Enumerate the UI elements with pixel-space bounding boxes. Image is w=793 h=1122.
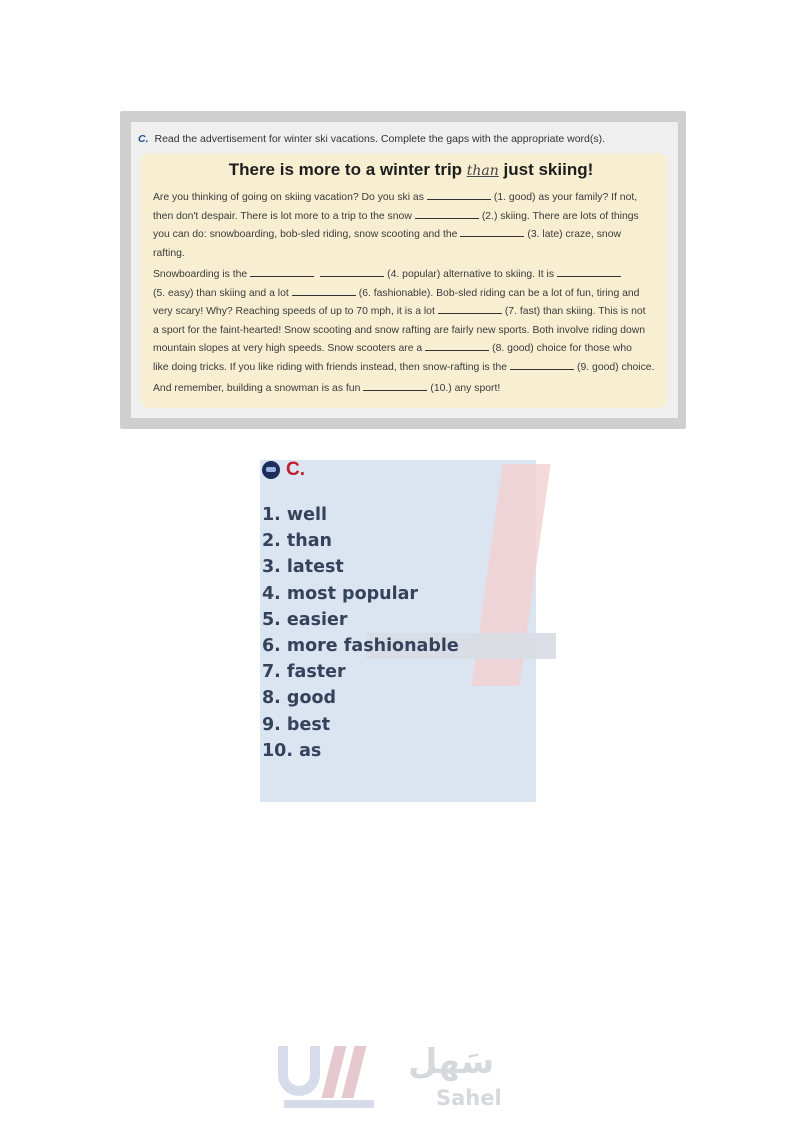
p1-line-1: Are you thinking of going on skiing vacation? Do you ski as (1. good) as your family? If not, [153, 192, 638, 203]
exercise-letter: C. [138, 133, 149, 145]
p2-line-4: a sport for the faint-hearted! Snow scooting and snow rafting are fairly new sports. Both involve riding down [153, 324, 646, 336]
logo-u-shape [278, 1046, 320, 1096]
p1-line-3: you can do: snowboarding, bob-sled riding, snow scooting and the (3. late) craze, snow [153, 229, 621, 240]
blank-6 [292, 287, 356, 296]
answer-header [262, 459, 562, 481]
exercise-instruction [138, 133, 678, 145]
p2-line-2: (5. easy) than skiing and a lot (6. fashionable). Bob-sled riding can be a lot of fun, tiring and [153, 287, 640, 299]
title-part-1: There is more to a winter trip [228, 160, 463, 179]
paragraph-2 [153, 266, 663, 377]
blank-4b [320, 268, 384, 277]
title-part-2: just skiing! [503, 160, 594, 179]
blank-2 [415, 210, 479, 219]
blank-9 [510, 361, 574, 370]
p2-line-5: mountain slopes at very high speeds. Snow scooters are a (8. good) choice for those who [153, 343, 632, 354]
blank-4a [250, 268, 314, 277]
blank-7 [438, 305, 502, 314]
blank-3 [460, 228, 524, 237]
p1-line-2: then don't despair. There is lot more to a trip to the snow (2.) skiing. There are lots of things [153, 210, 639, 222]
answer-item: 2. than [262, 531, 333, 552]
logo-latin-text: Sahel [436, 1086, 502, 1110]
p3-line-1: And remember, building a snowman is as fun (10.) any sport! [153, 383, 501, 394]
p2-line-1: Snowboarding is the (4. popular) alternative to skiing. It is [153, 266, 663, 285]
title-than: than [466, 163, 499, 179]
paragraph-3 [153, 380, 663, 399]
blank-10 [363, 382, 427, 391]
p2-line-6: like doing tricks. If you like riding with friends instead, then snow-rafting is the (9. good) choice. [153, 361, 655, 373]
advertisement-title [141, 160, 681, 180]
p2-line-3: very scary! Why? Reaching speeds of up to 70 mph, it is a lot (7. fast) than skiing. This is not [153, 306, 646, 317]
answer-letter: C. [286, 459, 305, 480]
answer-item: 1. well [262, 505, 327, 525]
paragraph-1 [153, 189, 663, 263]
blank-1 [427, 191, 491, 200]
footer-logo [278, 1040, 518, 1120]
answer-section [262, 459, 562, 764]
blank-5 [557, 268, 621, 277]
p1-line-4: rafting. [153, 247, 185, 259]
blank-8 [425, 342, 489, 351]
answer-item: 5. easier [262, 609, 348, 630]
answer-item: 9. best [262, 714, 331, 735]
answer-item: 3. latest [262, 557, 344, 578]
answer-item: 10. as [262, 740, 322, 761]
answer-item: 8. good [262, 688, 337, 709]
logo-base [284, 1100, 374, 1108]
logo-arabic-text: سَهل [408, 1042, 495, 1082]
answer-item: 4. most popular [262, 583, 419, 604]
brand-logo-icon [262, 461, 280, 479]
logo-stroke-2 [342, 1046, 367, 1098]
answer-item: 6. more fashionable [262, 636, 459, 657]
answer-item: 7. faster [262, 662, 346, 683]
answer-list [262, 502, 562, 764]
instruction-text: Read the advertisement for winter ski vacations. Complete the gaps with the appropriate word(s). [154, 133, 606, 145]
